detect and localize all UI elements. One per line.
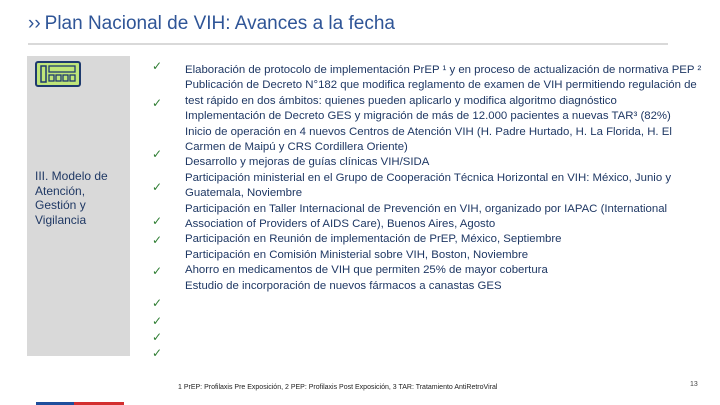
achievements-list — [185, 63, 710, 294]
section-label: III. Modelo de Atención, Gestión y Vigilancia — [35, 169, 108, 227]
list-item: Participación ministerial en el Grupo de Cooperación Técnica Horizontal en VIH: México, Junio y Guatemala, Noviembre — [185, 171, 672, 200]
check-icon: ✓ — [152, 314, 163, 328]
list-item: Implementación de Decreto GES y migración de más de 12.000 pacientes a nuevas TAR³ (82%) — [185, 110, 671, 123]
check-icon: ✓ — [152, 346, 163, 360]
check-icon: ✓ — [152, 330, 163, 344]
check-icon: ✓ — [152, 264, 163, 278]
list-item: Elaboración de protocolo de implementación PrEP ¹ y en proceso de actualización de normativa PEP ² — [185, 64, 702, 76]
page-number: 13 — [690, 381, 698, 388]
check-icon: ✓ — [152, 96, 163, 110]
calculator-icon — [35, 61, 81, 87]
slide-title — [28, 13, 395, 35]
check-icon: ✓ — [152, 180, 163, 194]
list-item: Desarrollo y mejoras de guías clínicas VIH/SIDA — [185, 156, 430, 169]
section-panel — [27, 56, 130, 356]
list-item: Inicio de operación en 4 nuevos Centros de Atención VIH (H. Padre Hurtado, H. La Florida, H. El Carmen de Maipú y CRS Cordillera Oriente) — [185, 125, 672, 154]
list-item: Participación en Reunión de implementación de PrEP, México, Septiembre — [185, 233, 562, 246]
footnote: 1 PrEP: Profilaxis Pre Exposición, 2 PEP: Profilaxis Post Exposición, 3 TAR: Tratamiento AntiRetroViral — [178, 384, 498, 391]
list-item: Participación en Comisión Ministerial sobre VIH, Boston, Noviembre — [185, 248, 529, 261]
title-divider — [28, 43, 668, 45]
list-item: Ahorro en medicamentos de VIH que permiten 25% de mayor cobertura — [185, 264, 548, 277]
check-icon: ✓ — [152, 214, 163, 228]
check-icon: ✓ — [152, 233, 163, 247]
list-item: Participación en Taller Internacional de Prevención en VIH, organizado por IAPAC (International Association of Providers of AIDS Care), Buenos Aires, Agosto — [185, 202, 668, 231]
check-icon: ✓ — [152, 296, 163, 310]
chevron-icon: ›› — [28, 13, 41, 34]
check-icon: ✓ — [152, 59, 163, 73]
list-item: Publicación de Decreto N°182 que modifica reglamento de examen de VIH permitiendo regulación de test rápido en dos ámbitos: quienes pueden aplicarlo y modifica algoritmo diagnóstico — [185, 79, 697, 107]
slide-title-text: Plan Nacional de VIH: Avances a la fecha — [44, 13, 395, 34]
list-item: Estudio de incorporación de nuevos fármacos a canastas GES — [185, 279, 502, 292]
check-icon: ✓ — [152, 147, 163, 161]
